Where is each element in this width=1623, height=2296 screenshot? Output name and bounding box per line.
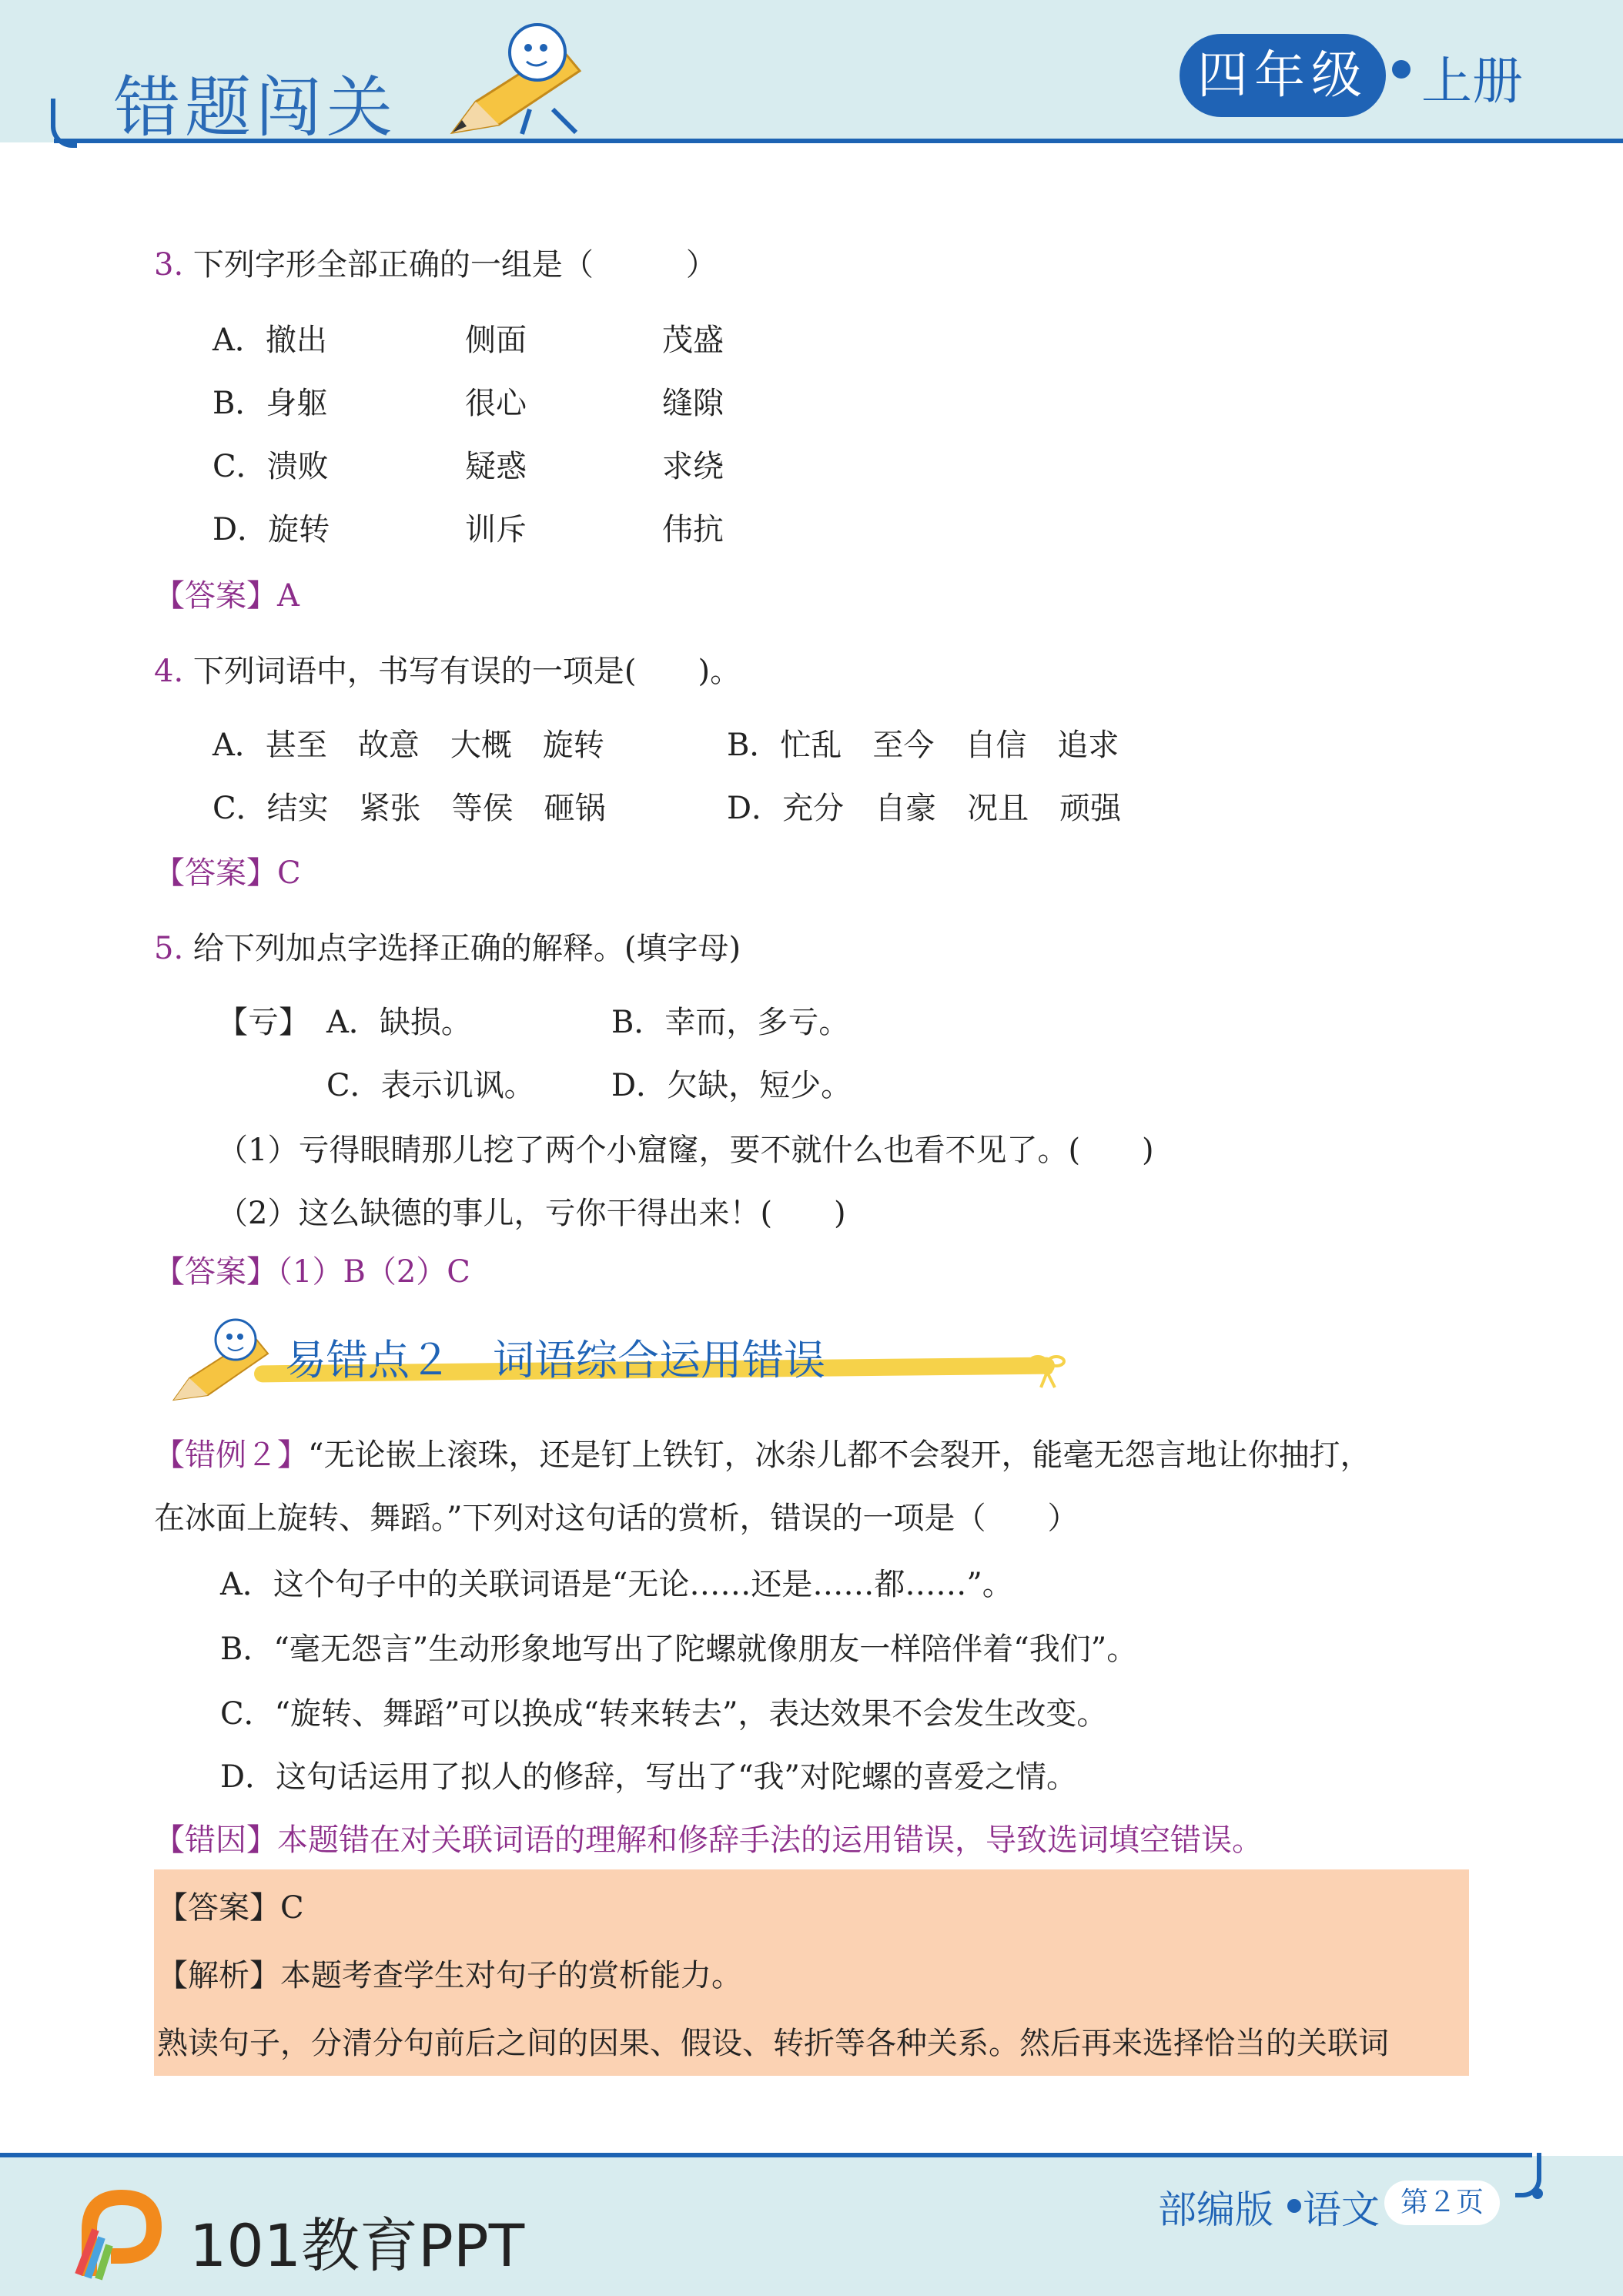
section-title: 易错点２ 词语综合运用错误 xyxy=(285,1336,825,1384)
question-3-text: 下列字形全部正确的一组是（ ） xyxy=(192,247,717,283)
question-4-answer: 【答案】C xyxy=(154,855,301,891)
q3-option-a-word2: 侧面 xyxy=(465,323,527,358)
example-2-option-c: C．“旋转、舞蹈”可以换成“转来转去”，表达效果不会发生改变。 xyxy=(220,1696,1108,1732)
example-2-text-1: “无论嵌上滚珠，还是钉上铁钉，冰尜儿都不会裂开，能毫无怨言地让你抽打， xyxy=(308,1438,1371,1473)
page-title: 错题闯关 xyxy=(114,69,397,146)
q4-option-d: D．充分 自豪 况且 顽强 xyxy=(727,791,1122,826)
q3-option-c-word2: 疑惑 xyxy=(465,449,527,484)
example-2-analysis: 【解析】本题考查学生对句子的赏析能力。 xyxy=(157,1958,742,1993)
example-2-option-d: D．这句话运用了拟人的修辞，写出了“我”对陀螺的喜爱之情。 xyxy=(220,1759,1077,1795)
footer-dot xyxy=(1532,2188,1543,2199)
ribbon-knot-icon xyxy=(1024,1346,1070,1392)
logo-text: 101教育PPT xyxy=(189,2211,525,2280)
q4-option-a: A．甚至 故意 大概 旋转 xyxy=(212,728,604,763)
edition-label: 部编版 xyxy=(1158,2187,1273,2232)
q3-option-b-word1: B．身躯 xyxy=(212,386,328,421)
question-4-stem xyxy=(154,653,741,690)
question-3-stem xyxy=(154,246,717,283)
q3-option-d-word1: D．旋转 xyxy=(212,512,330,547)
q5-option-c: C．表示讥讽。 xyxy=(326,1068,535,1103)
grade-badge: 四年级 xyxy=(1180,34,1386,117)
q5-option-a: A．缺损。 xyxy=(326,1005,472,1040)
pencil-mascot-small-icon xyxy=(169,1314,277,1406)
q3-option-a-word3: 茂盛 xyxy=(662,323,724,358)
question-4-number: 4. xyxy=(154,654,184,689)
q5-char-label: 【亏】 xyxy=(217,1005,310,1040)
example-2-option-a: A．这个句子中的关联词语是“无论……还是……都……”。 xyxy=(220,1567,1013,1602)
question-5-number: 5. xyxy=(154,931,184,966)
example-2-analysis-detail: 熟读句子，分清分句前后之间的因果、假设、转折等各种关系。然后再来选择恰当的关联词 xyxy=(157,2026,1389,2061)
q5-item-2: （2）这么缺德的事儿，亏你干得出来！( ) xyxy=(217,1196,846,1231)
question-4-text: 下列词语中，书写有误的一项是( )。 xyxy=(192,654,741,689)
example-2-error-reason: 【错因】本题错在对关联词语的理解和修辞手法的运用错误，导致选词填空错误。 xyxy=(154,1822,1263,1858)
example-2-answer: 【答案】C xyxy=(157,1890,304,1926)
question-5-text: 给下列加点字选择正确的解释。(填字母) xyxy=(192,931,741,966)
example-2-label: 【错例２】 xyxy=(154,1438,308,1473)
q5-option-d: D．欠缺，短少。 xyxy=(611,1068,852,1103)
logo-p-icon xyxy=(74,2184,174,2284)
q5-item-1: （1）亏得眼睛那儿挖了两个小窟窿，要不就什么也看不见了。( ) xyxy=(217,1133,1154,1168)
pencil-mascot-icon xyxy=(445,17,599,140)
example-2-line-1 xyxy=(154,1437,1370,1474)
q3-option-d-word3: 伟抗 xyxy=(662,512,724,547)
footer-rule xyxy=(0,2153,1532,2157)
q3-option-c-word1: C．溃败 xyxy=(212,449,329,484)
example-2-option-b: B．“毫无怨言”生动形象地写出了陀螺就像朋友一样陪伴着“我们”。 xyxy=(220,1632,1138,1667)
q3-option-b-word3: 缝隙 xyxy=(662,386,724,421)
page-number: 第２页 xyxy=(1384,2181,1500,2225)
question-3-answer: 【答案】A xyxy=(154,578,300,614)
question-5-answer: 【答案】（1）B（2）C xyxy=(154,1254,470,1290)
q5-option-b: B．幸而，多亏。 xyxy=(611,1005,850,1040)
q4-option-b: B．忙乱 至今 自信 追求 xyxy=(727,728,1119,763)
subject-label: 语文 xyxy=(1303,2187,1380,2232)
volume-label: 上册 xyxy=(1421,52,1523,111)
question-3-number: 3. xyxy=(154,247,184,283)
q4-option-c: C．结实 紧张 等侯 砸锅 xyxy=(212,791,606,826)
example-2-line-2: 在冰面上旋转、舞蹈。”下列对这句话的赏析，错误的一项是（ ） xyxy=(154,1501,1079,1536)
q3-option-a-word1: A．撤出 xyxy=(212,323,327,358)
question-5-stem xyxy=(154,930,741,967)
q3-option-c-word3: 求绕 xyxy=(662,449,724,484)
grade-dot xyxy=(1392,60,1411,79)
q3-option-b-word2: 很心 xyxy=(465,386,527,421)
edition-dot xyxy=(1287,2199,1301,2213)
q3-option-d-word2: 训斥 xyxy=(465,512,527,547)
